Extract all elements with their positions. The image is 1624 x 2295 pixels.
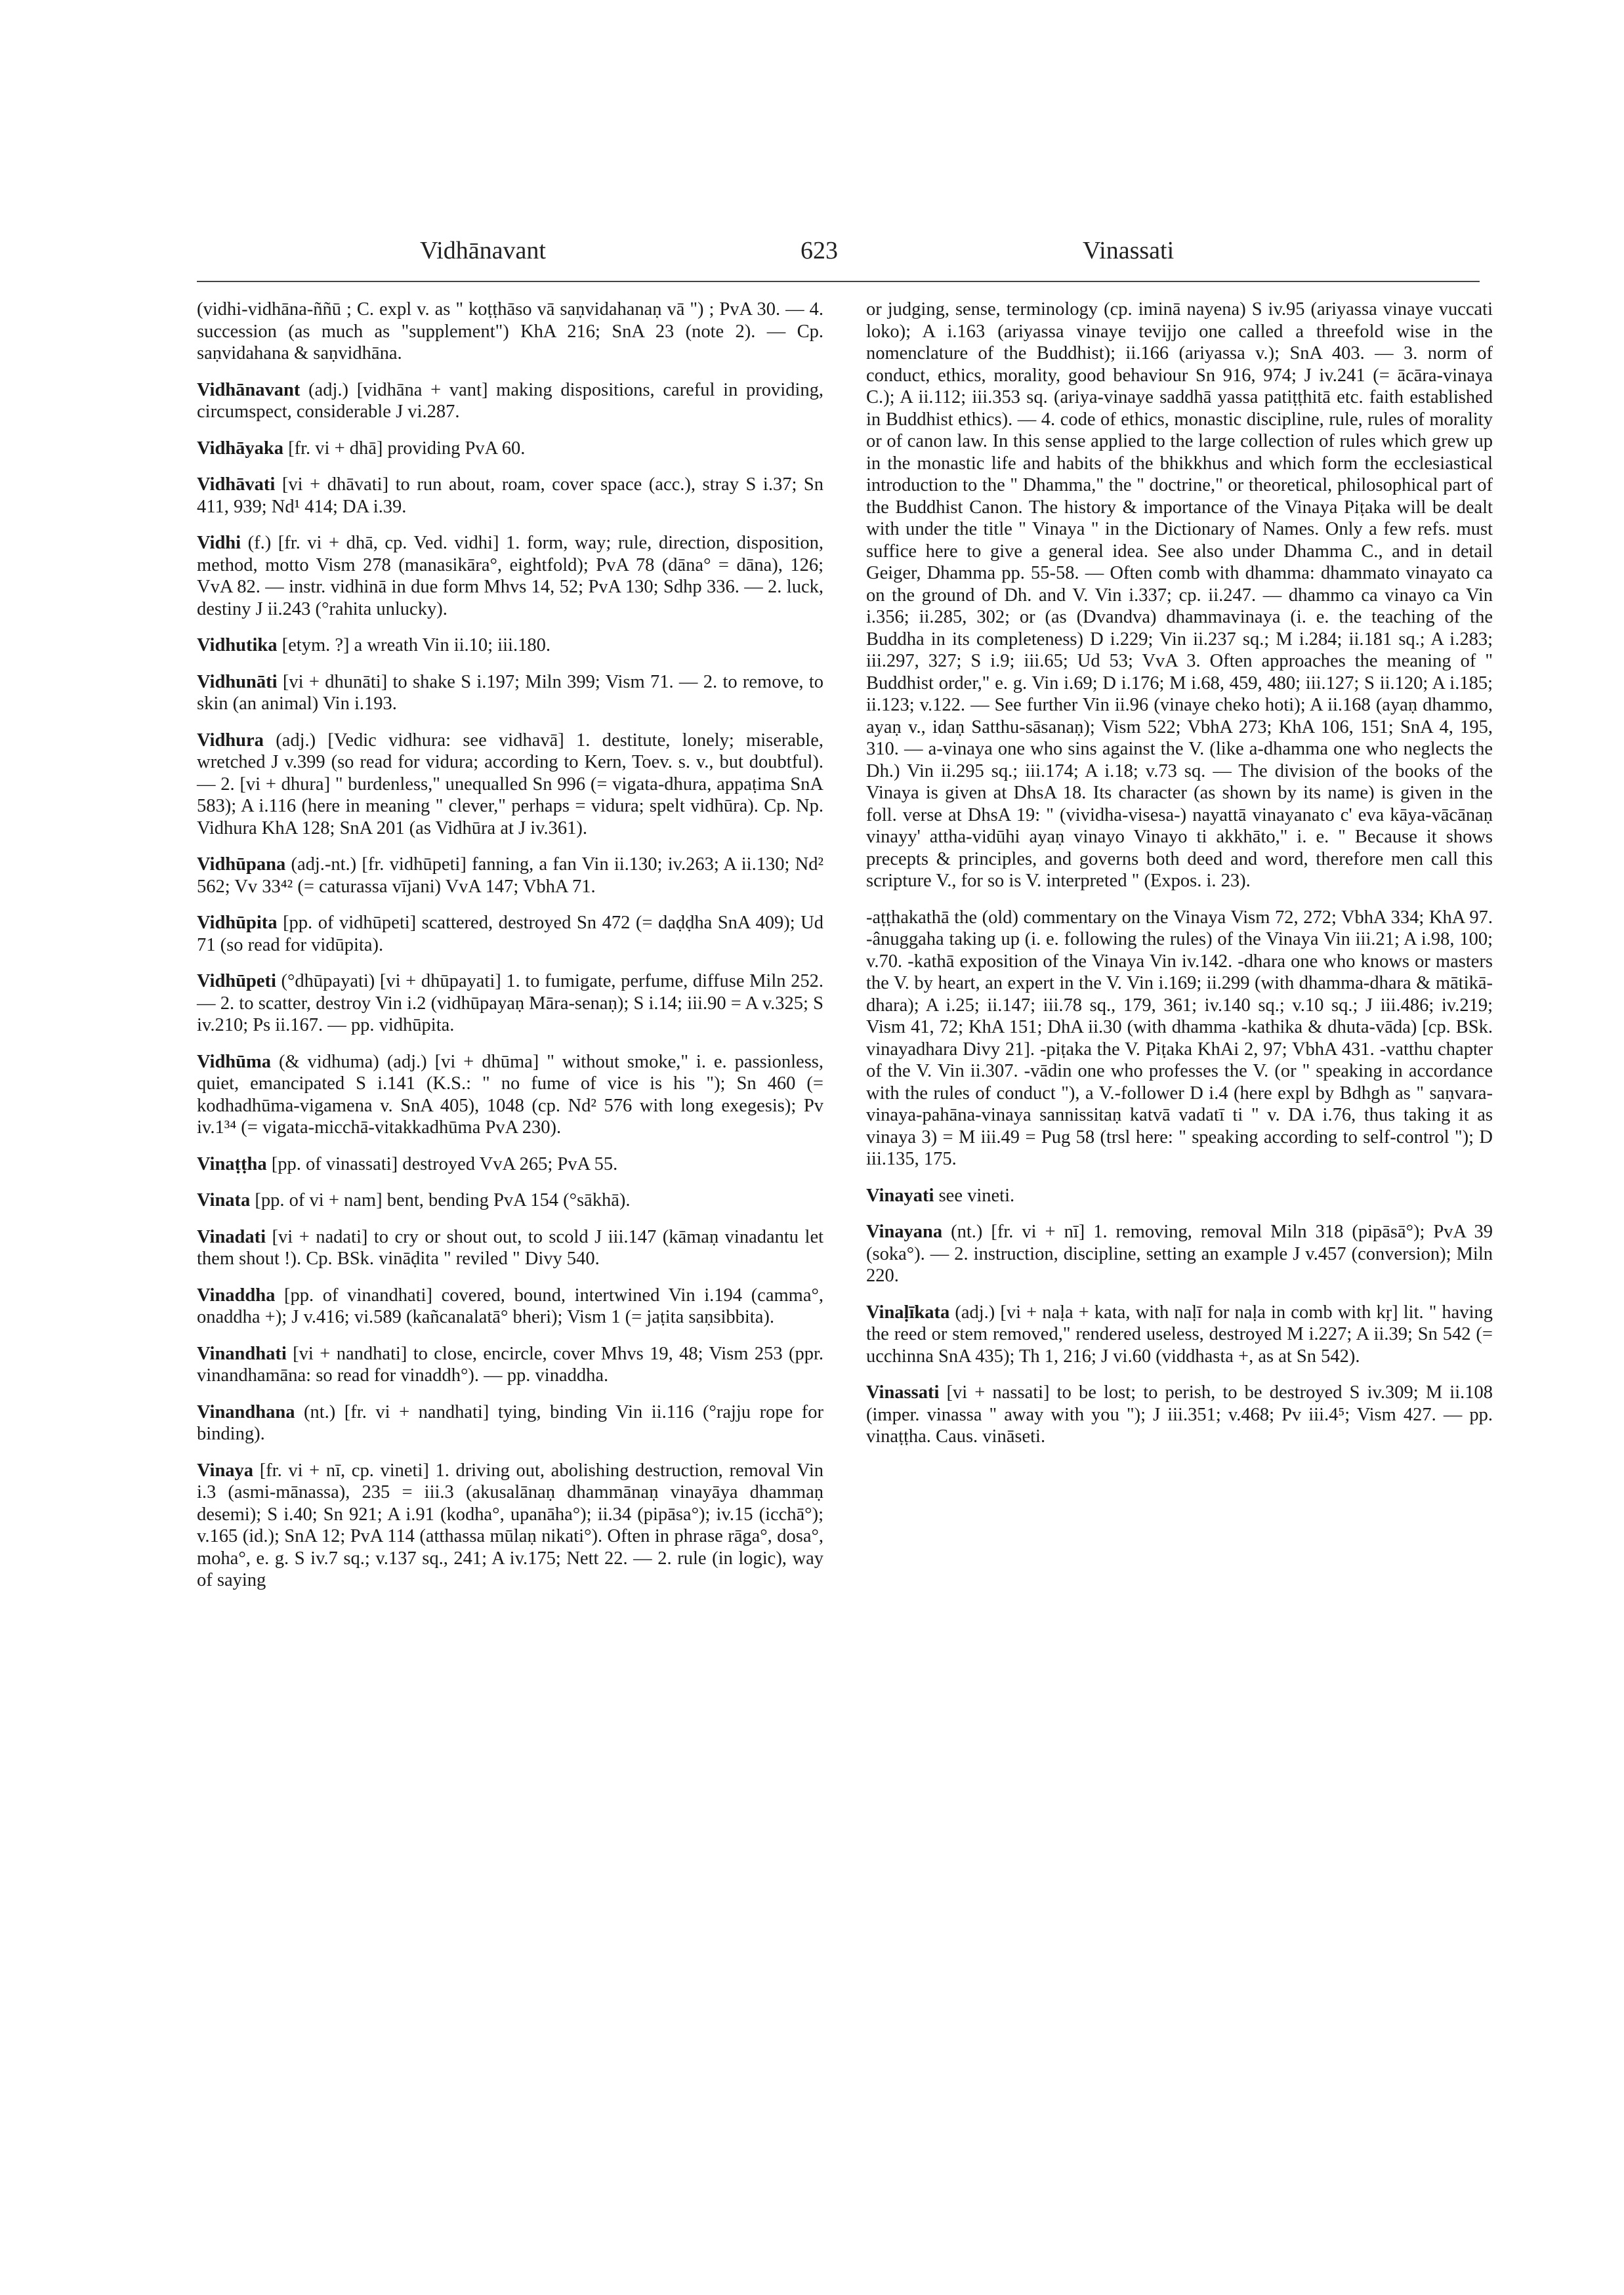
entry-text: (°dhūpayati) [vi + dhūpayati] 1. to fumigate, perfume, diffuse Miln 252. — 2. to scatter, destroy Vin i.2 (vidhūpayaṇ Māra-senaṇ); S i.14; iii.90 = A v.325; S iv.210; Ps ii.167. — pp. vidhūpita. [197,971,824,1035]
dictionary-entry [197,1401,823,1445]
entry-text: (adj.) [vidhāna + vant] making dispositions, careful in providing, circumspect, considerable J vi.287. [197,379,824,422]
entry-text: (f.) [fr. vi + dhā, cp. Ved. vidhi] 1. form, way; rule, direction, disposition, method, motto Vism 278 (manasikāra°, eightfold); PvA 78 (dāna° = dāna), 126; VvA 82. — instr. vidhinā in due form Mhvs 14, 52; PvA 130; Sdhp 336. — 2. luck, destiny J ii.243 (°rahita unlucky). [197,533,823,619]
dictionary-entry [197,1226,823,1270]
dictionary-entry [197,438,823,460]
entry-headword: Vinandhana [197,1401,295,1422]
entry-text: or judging, sense, terminology (cp. iminā nayena) S iv.95 (ariyassa vinaye vuccati loko); A i.163 (ariyassa vinaye tevijjo one called a threefold wise in the nomenclature of the Buddhist); ii.166 (ariyassa v.); SnA 403. — 3. norm of conduct, ethics, morality, good behaviour Sn 916, 974; J iv.241 (= ācāra-vinaya C.); A ii.112; iii.353 sq. (ariya-vinaye saddhā yassa patiṭṭhitā etc. faith established in Buddhist ethics). — 4. code of ethics, monastic discipline, rule, rules of morality or of canon law. In this sense applied to the large collection of rules which grew up in the monastic life and habits of the bhikkhus and which form the ecclesiastical introduction to the " Dhamma," the " doctrine," or theoretical, philosophical part of the Buddhist Canon. The history & importance of the Vinaya Piṭaka will be dealt with under the title " Vinaya " in the Dictionary of Names. Only a few refs. must suffice here to give a general idea. See also under Dhamma C., and in detail Geiger, Dhamma pp. 55-58. — Often comb with dhamma: dhammato vinayato ca on the ground of Dh. and V. Vin i.337; cp. ii.247. — dhammo ca vinayo ca Vin i.356; ii.285, 302; or (as (Dvandva) dhammavinaya (i. e. the teaching of the Buddha in its completeness) D i.229; Vin ii.237 sq.; M i.284; ii.181 sq.; A i.283; iii.297, 327; S i.9; iii.65; Ud 53; VvA 3. Often approaches the meaning of " Buddhist order," e. g. Vin i.69; D i.176; M i.68, 459, 480; iii.127; S ii.120; A i.185; ii.123; v.122. — See further Vin ii.96 (vinaye cheko hoti); A ii.168 (ayaṇ dhammo, ayaṇ v., idaṇ Satthu-sāsanaṇ); Vism 522; VbhA 273; KhA 106, 151; SnA 4, 195, 310. — a-vinaya one who sins against the V. (like a-dhamma one who neglects the Dh.) Vin ii.295 sq.; iii.174; A i.18; v.73 sq. — The division of the books of the Vinaya is given at DhsA 18. Its character (as shown by its name) is given in the foll. verse at DhsA 19: " (vividha-visesa-) nayattā vinayanato c' eva kāya-vācānaṇ vinayy' attha-vidūhi ayaṇ vinayo Vinayo ti akkhāto," i. e. " Because it shows precepts & principles, and governs both deed and word, therefore men call this scripture V., for so is V. interpreted " (Expos. i. 23). [866,299,1493,891]
dictionary-entry [197,474,823,518]
left-column [197,299,823,1606]
entry-headword: Vidhāyaka [197,438,283,459]
entry-headword: Vidhunāti [197,671,278,692]
dictionary-entry [197,532,823,620]
dictionary-entry [197,912,823,956]
entry-headword: Vidhūma [197,1051,271,1072]
entry-text: (& vidhuma) (adj.) [vi + dhūma] " without smoke," i. e. passionless, quiet, emancipated S i.141 (K.S.: " no fume of vice is his "); Sn 460 (= kodhadhūma-vigamena v. SnA 405), 1048 (cp. Nd² 576 with long exegesis); Pv iv.1³⁴ (= vigata-micchā-vitakkadhūma PvA 230). [197,1051,824,1138]
entry-headword: Vidhura [197,730,264,751]
entry-text: [pp. of vidhūpeti] scattered, destroyed Sn 472 (= daḍḍha SnA 409); Ud 71 (so read for vidūpita). [197,913,823,955]
dictionary-entry [197,970,823,1037]
entry-text: [pp. of vinandhati] covered, bound, intertwined Vin i.194 (camma°, onaddha +); J v.416; vi.589 (kañcanalatā° bheri); Vism 1 (= jaṭita saṇsibbita). [197,1285,823,1327]
entry-text: [etym. ?] a wreath Vin ii.10; iii.180. [281,635,551,655]
entry-text: [pp. of vi + nam] bent, bending PvA 154 (°sākhā). [255,1190,631,1210]
header-last-word: Vinassati [1083,237,1175,264]
dictionary-entry [197,634,823,657]
dictionary-entry [197,1189,823,1212]
header-first-word: Vidhānavant [420,237,546,264]
dictionary-entry [197,671,823,715]
entry-headword: Vinata [197,1190,251,1210]
entry-text: (adj.) [Vedic vidhura: see vidhavā] 1. destitute, lonely; miserable, wretched J v.399 (so read for vidura; according to Kern, Toev. s. v., but doubtful). — 2. [vi + dhura] " burdenless," unequalled Sn 996 (= vigata-dhura, appaṭima SnA 583); A i.116 (here in meaning " clever," perhaps = vidura; spelt vidhūra). Cp. Np. Vidhura KhA 128; SnA 201 (as Vidhūra at J iv.361). [197,730,824,838]
entry-text: [fr. vi + dhā] providing PvA 60. [288,438,526,459]
entry-headword: Vidhānavant [197,379,301,400]
entry-text: -aṭṭhakathā the (old) commentary on the Vinaya Vism 72, 272; VbhA 334; KhA 97. -ânuggaha taking up (i. e. following the rules) of the Vinaya Vin iii.21; A i.98, 100; v.70. -kathā exposition of the Vinaya Vin iv.142. -dhara one who knows or masters the V. by heart, an expert in the V. Vin i.169; ii.299 (with dhamma-dhara & mātikā-dhara); A i.25; ii.147; iii.78 sq., 179, 361; iv.140 sq.; v.10 sq.; J iii.486; iv.219; Vism 41, 72; KhA 151; DhA ii.30 (with dhamma -kathika & dhuta-vāda) [cp. BSk. vinayadhara Divy 21]. -piṭaka the V. Piṭaka KhAi 2, 97; VbhA 431. -vatthu chapter of the V. Vin ii.307. -vādin one who professes the V. (or " speaking in accordance with the rules of conduct "), a V.-follower D i.4 (here expl by Bdhgh as " saṇvara-vinaya-pahāna-vinaya sannissitaṇ katvā vadatī ti " v. DA i.76, thus taking it as vinaya 3) = M iii.49 = Pug 58 (trsl here: " speaking according to self-control "); D iii.135, 175. [866,907,1493,1169]
entry-text: [vi + dhunāti] to shake S i.197; Miln 399; Vism 71. — 2. to remove, to skin (an animal) Vin i.193. [197,671,823,714]
entry-headword: Vidhūpita [197,913,278,933]
dictionary-entry [197,1285,823,1329]
dictionary-entry [866,907,1493,1170]
entry-headword: Vinaddha [197,1285,276,1306]
entry-text: (vidhi-vidhāna-ññū ; C. expl v. as " koṭṭhāso vā saṇvidahanaṇ vā ") ; PvA 30. — 4. succession (as much as "supplement") KhA 216; SnA 23 (note 2). — Cp. saṇvidahana & saṇvidhāna. [197,299,823,363]
entry-text: [vi + dhāvati] to run about, roam, cover space (acc.), stray S i.37; Sn 411, 939; Nd¹ 414; DA i.39. [197,474,824,517]
entry-headword: Vinaya [197,1460,254,1481]
dictionary-entry [197,1153,823,1176]
entry-headword: Vidhutika [197,635,278,655]
entry-headword: Vinayana [866,1222,943,1242]
header-rule [197,281,1480,282]
entry-headword: Vinayati [866,1185,934,1206]
dictionary-entry [866,299,1493,892]
dictionary-entry [866,1302,1493,1368]
entry-text: (adj.-nt.) [fr. vidhūpeti] fanning, a fan Vin ii.130; iv.263; A ii.130; Nd² 562; Vv 33⁴² (= caturassa vījani) VvA 147; VbhA 71. [197,854,823,897]
dictionary-entry [197,379,823,423]
dictionary-entry [866,1185,1493,1207]
entry-text: [fr. vi + nī, cp. vineti] 1. driving out, abolishing destruction, removal Vin i.3 (asmi-mānassa), 235 = iii.3 (akusalānaṇ dhammānaṇ vinayāya dhammaṇ desemi); S i.40; Sn 921; A i.91 (kodha°, upanāha°); ii.34 (pipāsa°); iv.15 (icchā°); v.165 (id.); SnA 12; PvA 114 (atthassa mūlaṇ nikati°). Often in phrase rāga°, dosa°, moha°, e. g. S iv.7 sq.; v.137 sq., 241; A iv.175; Nett 22. — 2. rule (in logic), way of saying [197,1460,823,1590]
entry-headword: Vinadati [197,1226,266,1247]
entry-text: [vi + nadati] to cry or shout out, to scold J iii.147 (kāmaṇ vinadantu let them shout !). Cp. BSk. vināḍita " reviled " Divy 540. [197,1226,824,1269]
dictionary-entry [197,1343,823,1387]
entry-text: [vi + nandhati] to close, encircle, cover Mhvs 19, 48; Vism 253 (ppr. vinandhamāna: so read for vinaddh°). — pp. vinaddha. [197,1343,824,1386]
dictionary-entry [866,1221,1493,1287]
entry-headword: Vidhi [197,533,241,553]
dictionary-entry [197,1051,823,1139]
entry-headword: Vinandhati [197,1343,287,1364]
entry-headword: Vidhāvati [197,474,276,495]
right-column [866,299,1493,1462]
entry-text: [pp. of vinassati] destroyed VvA 265; PvA 55. [271,1153,618,1174]
dictionary-entry [866,1382,1493,1448]
entry-text: (adj.) [vi + naḷa + kata, with naḷī for naḷa in comb with kṛ] lit. " having the reed or stem removed," rendered useless, destroyed M i.227; A ii.39; Sn 542 (= ucchinna SnA 435); Th 1, 216; J vi.60 (viddhasta +, as at Sn 542). [866,1302,1493,1367]
entry-headword: Vidhūpeti [197,971,276,991]
page-number: 623 [801,237,838,264]
entry-text: (nt.) [fr. vi + nī] 1. removing, removal Miln 318 (pipāsā°); PvA 39 (soka°). — 2. instruction, discipline, setting an example J v.457 (conversion); Miln 220. [866,1222,1493,1286]
dictionary-entry [197,299,823,365]
entry-text: see vineti. [938,1185,1015,1206]
entry-headword: Vidhūpana [197,854,286,875]
entry-headword: Vinaḷīkata [866,1302,950,1323]
entry-headword: Vinassati [866,1382,940,1403]
entry-headword: Vinaṭṭha [197,1153,267,1174]
page-header [197,236,1483,276]
entry-text: (nt.) [fr. vi + nandhati] tying, binding Vin ii.116 (°rajju rope for binding). [197,1401,824,1444]
dictionary-entry [197,1460,823,1592]
dictionary-entry [197,854,823,898]
dictionary-entry [197,730,823,840]
entry-text: [vi + nassati] to be lost; to perish, to be destroyed S iv.309; M ii.108 (imper. vinassa " away with you "); J iii.351; v.468; Pv iii.4⁵; Vism 427. — pp. vinaṭṭha. Caus. vināseti. [866,1382,1493,1447]
